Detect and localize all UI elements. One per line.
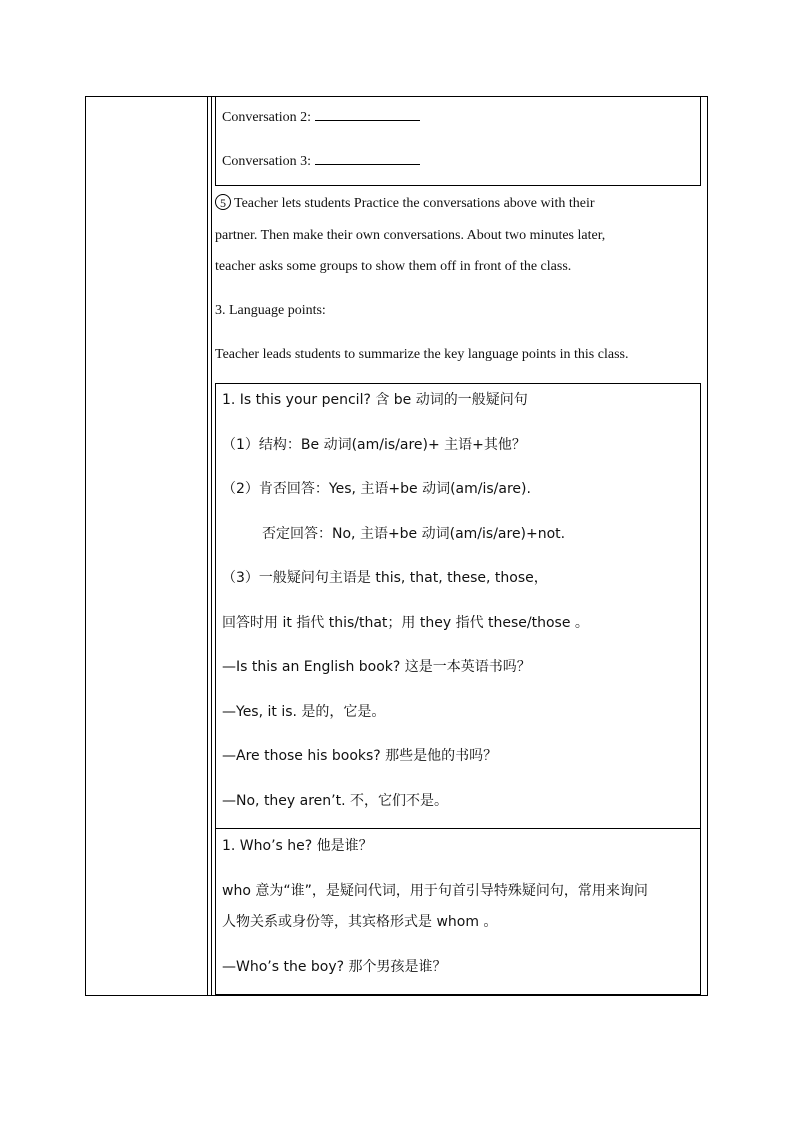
section3-intro: Teacher leads students to summarize the key language points in this class. (215, 347, 629, 362)
point1-subject-rule-cont: 回答时用 it 指代 this/that；用 they 指代 these/those 。 (222, 615, 589, 631)
column-divider-right (211, 96, 212, 996)
point2-example-1: —Who’s the boy? 那个男孩是谁？ (222, 959, 447, 975)
section3-heading: 3. Language points: (215, 303, 326, 318)
point2-title: 1. Who’s he? 他是谁？ (222, 838, 373, 854)
point1-example-1: —Is this an English book? 这是一本英语书吗？ (222, 659, 531, 675)
point1-structure: （1）结构：Be 动词(am/is/are)+ 主语+其他？ (222, 437, 526, 453)
conversation-3-row (222, 150, 420, 171)
point1-example-2: —Yes, it is. 是的，它是。 (222, 704, 386, 720)
step5-text-1: Teacher lets students Practice the conversations above with their (234, 196, 595, 211)
step5-line-2: partner. Then make their own conversations. About two minutes later, (215, 228, 606, 243)
conversation-2-row (222, 106, 420, 127)
point1-affirmative-answer: （2）肯否回答：Yes, 主语+be 动词(am/is/are). (222, 481, 531, 497)
point2-description-2: 人物关系或身份等，其宾格形式是 whom 。 (222, 914, 498, 930)
conversation-3-label: Conversation 3: (222, 154, 312, 169)
point2-description-1: who 意为“谁”，是疑问代词，用于句首引导特殊疑问句，常用来询问 (222, 883, 648, 899)
column-divider-left (207, 96, 208, 996)
step5-circle-marker: 5 (215, 194, 231, 210)
step5-line-3: teacher asks some groups to show them off in front of the class. (215, 259, 572, 274)
conversation-3-blank (315, 150, 420, 165)
outer-table-right-border (707, 96, 708, 996)
conversation-2-label: Conversation 2: (222, 110, 312, 125)
point1-subject-rule: （3）一般疑问句主语是 this, that, these, those， (222, 570, 548, 586)
point1-negative-answer: 否定回答：No, 主语+be 动词(am/is/are)+not. (262, 526, 566, 542)
conversation-2-blank (315, 106, 420, 121)
outer-table-bottom-border (85, 995, 708, 996)
step5-line-1 (215, 194, 595, 213)
outer-table-left-border (85, 96, 86, 996)
point1-example-3: —Are those his books? 那些是他的书吗？ (222, 748, 498, 764)
point1-example-4: —No, they aren’t. 不，它们不是。 (222, 793, 449, 809)
point1-title: 1. Is this your pencil? 含 be 动词的一般疑问句 (222, 392, 528, 408)
